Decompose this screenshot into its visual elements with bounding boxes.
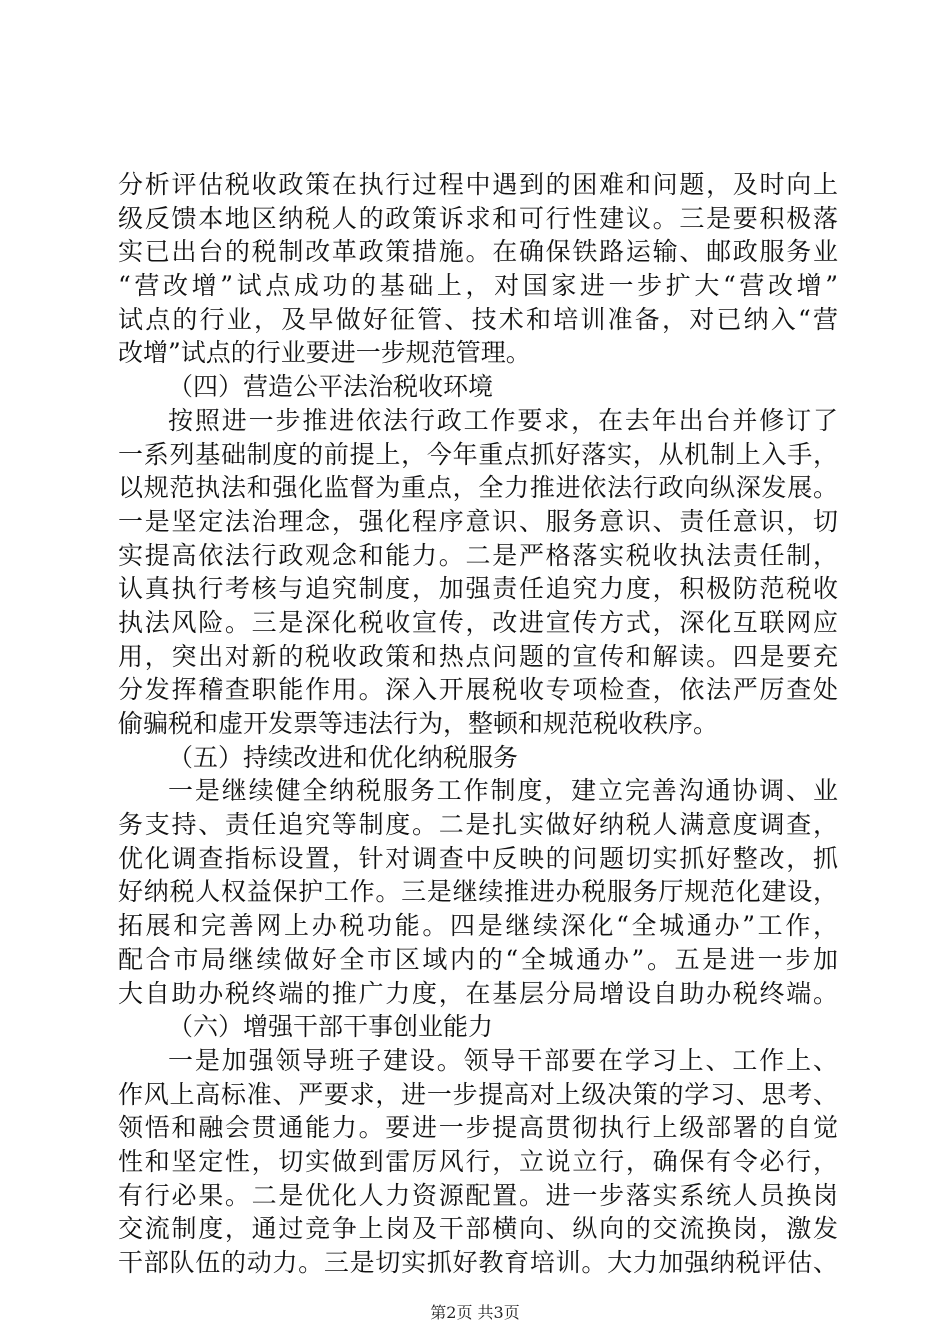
text-line: 大自助办税终端的推广力度，在基层分局增设自助办税终端。 [118, 978, 838, 1008]
text-line: 用，突出对新的税收政策和热点问题的宣传和解读。四是要充 [118, 641, 838, 671]
text-line: 一是坚定法治理念，强化程序意识、服务意识、责任意识，切 [118, 506, 838, 536]
text-line: 务支持、责任追究等制度。二是扎实做好纳税人满意度调查， [118, 810, 838, 840]
section-heading-4: （四）营造公平法治税收环境 [168, 372, 494, 402]
text-line: “营改增”试点成功的基础上，对国家进一步扩大“营改增” [118, 271, 838, 301]
text-line: 干部队伍的动力。三是切实抓好教育培训。大力加强纳税评估、 [118, 1248, 838, 1277]
text-line: 执法风险。三是深化税收宣传，改进宣传方式，深化互联网应 [118, 607, 838, 637]
text-line: 配合市局继续做好全市区域内的“全城通办”。五是进一步加 [118, 944, 838, 974]
text-line: 一是继续健全纳税服务工作制度，建立完善沟通协调、业 [168, 776, 838, 806]
text-line: 一是加强领导班子建设。领导干部要在学习上、工作上、 [168, 1045, 838, 1075]
text-line: 改增”试点的行业要进一步规范管理。 [118, 338, 531, 368]
text-line: 好纳税人权益保护工作。三是继续推进办税服务厅规范化建设， [118, 877, 838, 907]
text-line: 一系列基础制度的前提上，今年重点抓好落实，从机制上入手， [118, 439, 838, 469]
text-line: 有行必果。二是优化人力资源配置。进一步落实系统人员换岗 [118, 1180, 838, 1210]
text-line: 交流制度，通过竞争上岗及干部横向、纵向的交流换岗，激发 [118, 1214, 838, 1244]
text-line: 优化调查指标设置，针对调查中反映的问题切实抓好整改，抓 [118, 843, 838, 873]
text-line: 作风上高标准、严要求，进一步提高对上级决策的学习、思考、 [118, 1079, 838, 1109]
text-line: 认真执行考核与追究制度，加强责任追究力度，积极防范税收 [118, 574, 838, 604]
text-line: 级反馈本地区纳税人的政策诉求和可行性建议。三是要积极落 [118, 203, 838, 233]
text-line: 性和坚定性，切实做到雷厉风行，立说立行，确保有令必行， [118, 1146, 838, 1176]
section-heading-5: （五）持续改进和优化纳税服务 [168, 742, 519, 772]
page-number-footer: 第2页 共3页 [430, 1303, 520, 1322]
text-line: 实已出台的税制改革政策措施。在确保铁路运输、邮政服务业 [118, 237, 838, 267]
text-line: 以规范执法和强化监督为重点，全力推进依法行政向纵深发展。 [118, 473, 838, 503]
text-line: 实提高依法行政观念和能力。二是严格落实税收执法责任制， [118, 540, 838, 570]
text-line: 领悟和融会贯通能力。要进一步提高贯彻执行上级部署的自觉 [118, 1113, 838, 1143]
text-line: 拓展和完善网上办税功能。四是继续深化“全城通办”工作， [118, 911, 838, 941]
text-line: 试点的行业，及早做好征管、技术和培训准备，对已纳入“营 [118, 304, 838, 334]
text-line: 偷骗税和虚开发票等违法行为，整顿和规范税收秩序。 [118, 709, 719, 738]
text-line: 分发挥稽查职能作用。深入开展税收专项检查，依法严厉查处 [118, 675, 838, 705]
text-line: 按照进一步推进依法行政工作要求，在去年出台并修订了 [168, 405, 838, 435]
text-line: 分析评估税收政策在执行过程中遇到的困难和问题，及时向上 [118, 170, 838, 199]
document-body [118, 168, 838, 1280]
section-heading-6: （六）增强干部干事创业能力 [168, 1012, 494, 1042]
